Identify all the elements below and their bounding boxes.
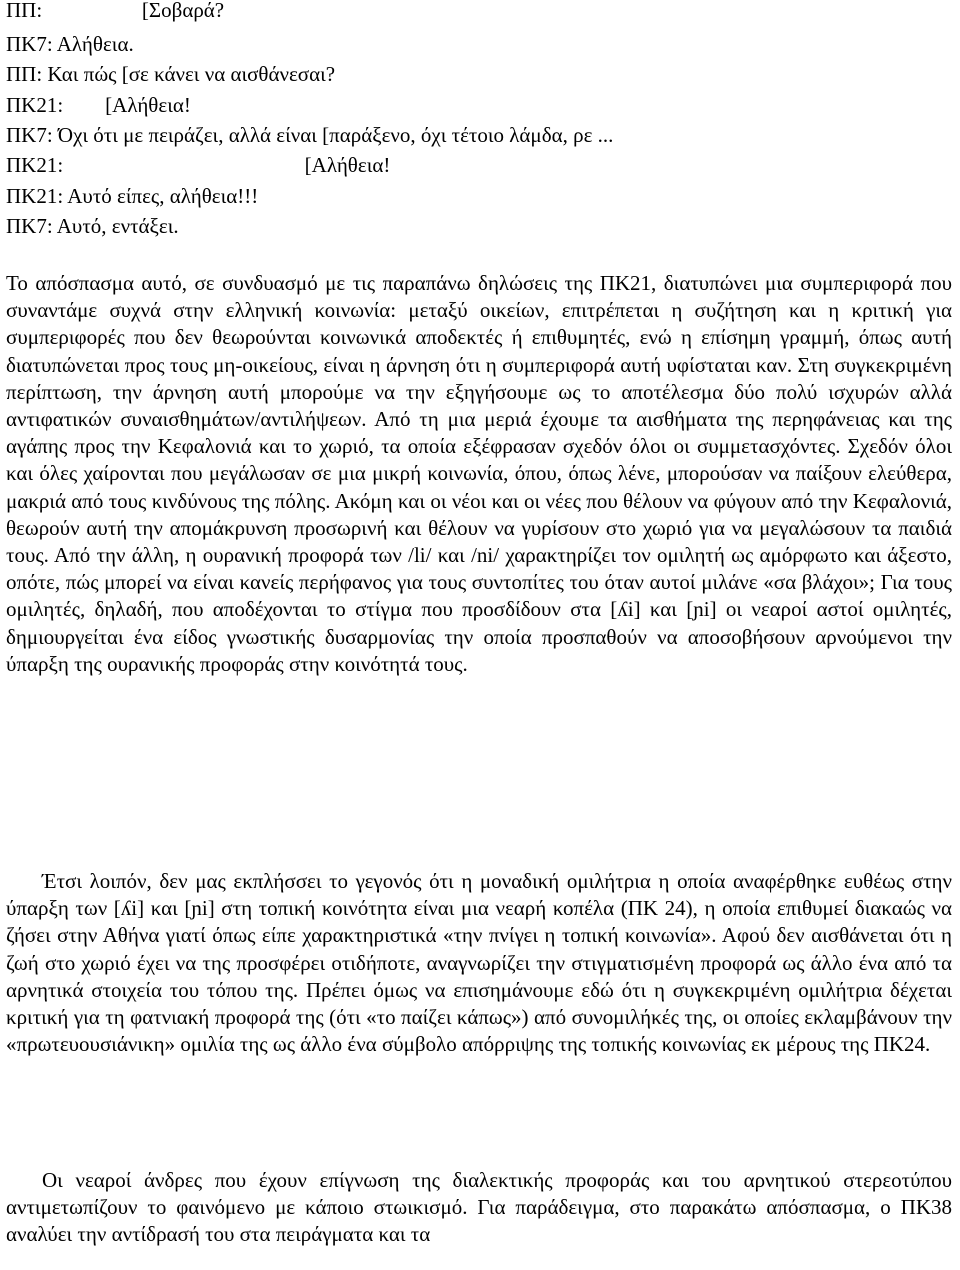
utterance-text: Αυτό, εντάξει. (56, 214, 179, 238)
utterance-text: Και πώς [σε κάνει να αισθάνεσαι? (47, 62, 336, 86)
body-paragraph: Έτσι λοιπόν, δεν μας εκπλήσσει το γεγονός ότι η μοναδική ομιλήτρια η οποία αναφέρθηκε ευθέως στην ύπαρξη των [ʎi] και [ɲi] στη τοπική κοινότητα είναι μια νεαρή κοπέλα (ΠΚ 24), η οποία επιθυμεί διακαώς να ζήσει στην Αθήνα γιατί όπως είπε χαρακτηριστικά «την πνίγει η τοπική κοινωνία». Αφού δεν αισθάνεται ότι η ζωή στο χωριό έχει να της προσφέρει οτιδήποτε, αναγνωρίζει την στιγματισμένη προφορά ως άλλο ένα από τα αρνητικά στοιχεία του τόπου της. Πρέπει όμως να επισημάνουμε εδώ ότι η συγκεκριμένη ομιλήτρια δέχεται κριτική για τη φατνιακή προφορά της (ότι «το παίζει κάπως») από συνομιλήκές της, οι οποίες εκλαμβάνουν την «πρωτευουσιάνικη» ομιλία της ως άλλο ένα σύμβολο απόρριψης της τοπικής κοινωνίας εκ μέρους της ΠΚ24. (6, 869, 952, 1057)
dialogue-line (6, 0, 224, 24)
speaker-label: ΠΠ: (6, 0, 43, 22)
speaker-label: ΠΚ7: (6, 123, 53, 147)
utterance-text: [Αλήθεια! (304, 153, 391, 177)
speaker-label: ΠΚ7: (6, 32, 53, 56)
body-paragraph: Το απόσπασμα αυτό, σε συνδυασμό με τις παραπάνω δηλώσεις της ΠΚ21, διατυπώνει μια συμπεριφορά που συναντάμε συχνά στην ελληνική κοινωνία: μεταξύ οικείων, επιτρέπεται η συζήτηση και η κριτική για συμπεριφορές που δεν θεωρούνται κοινωνικά αποδεκτές ή επιθυμητές, ενώ η επίσημη γραμμή, όπως αυτή διατυπώνεται προς τους μη-οικείους, είναι η άρνηση ότι η συμπεριφορά αυτή υφίσταται καν. Στη συγκεκριμένη περίπτωση, την άρνηση αυτή μπορούμε να την εξηγήσουμε ως το αποτέλεσμα δύο πολύ ισχυρών αλλά αντιφατικών συναισθημάτων/αντιλήψεων. Από τη μια μεριά έχουμε τα αισθήματα της περηφάνειας και της αγάπης προς την Κεφαλονιά και το χωριό, τα οποία εξέφρασαν σχεδόν όλοι οι συμμετασχόντες. Σχεδόν όλοι και όλες χαίρονται που μεγάλωσαν σε μια μικρή κοινωνία, όπου, όπως λένε, μπορούσαν να παίξουν ελεύθερα, μακριά από τους κινδύνους της πόλης. Ακόμη και οι νέοι και οι νέες που θέλουν να φύγουν από την Κεφαλονιά, θεωρούν αυτή την απομάκρυνση προσωρινή και θέλουν να γυρίσουν στο χωριό για να μεγαλώσουν τα παιδιά τους. Από την άλλη, η ουρανική προφορά των /li/ και /ni/ χαρακτηρίζει τον ομιλητή ως αμόρφωτο και άξεστο, οπότε, πώς μπορεί να είναι κανείς περήφανος για τους συντοπίτες του όταν αυτοί μιλάνε «σα βλάχοι»; Για τους ομιλητές, δηλαδή, που αποδέχονται το στίγμα που προσδίδουν στα [ʎi] και [ɲi] οι νεαροί αστοί ομιλητές, δημιουργείται ένα είδος γνωστικής δυσαρμονίας την οποία προσπαθούν να αποσοβήσουν αρνούμενοι την ύπαρξη της ουρανικής προφοράς στην κοινότητά τους. (6, 271, 952, 676)
body-paragraph: Οι νεαροί άνδρες που έχουν επίγνωση της διαλεκτικής προφοράς και του αρνητικού στερεοτύπου αντιμετωπίζουν το φαινόμενο με κάποιο στωικισμό. Για παράδειγμα, στο παρακάτω απόσπασμα, ο ΠΚ38 αναλύει την αντίδρασή του στα πειράγματα και τα (6, 1168, 952, 1247)
dialogue-line (6, 61, 335, 88)
utterance-text: Όχι ότι με πειράζει, αλλά είναι [παράξενο, όχι τέτοιο λάμδα, ρε ... (57, 123, 614, 147)
dialogue-line (6, 122, 613, 149)
speaker-label: ΠΚ21: (6, 153, 64, 177)
dialogue-line (6, 31, 134, 58)
dialogue-line (6, 183, 258, 210)
speaker-label: ΠΚ7: (6, 214, 53, 238)
speaker-label: ΠΠ: (6, 62, 43, 86)
dialogue-line (6, 92, 191, 119)
speaker-label: ΠΚ21: (6, 93, 64, 117)
utterance-text: [Αλήθεια! (105, 93, 191, 117)
utterance-text: [Σοβαρά? (141, 0, 225, 22)
utterance-text: Αλήθεια. (56, 32, 134, 56)
dialogue-line (6, 152, 390, 179)
utterance-text: Αυτό είπες, αλήθεια!!! (67, 184, 259, 208)
dialogue-line (6, 213, 179, 240)
speaker-label: ΠΚ21: (6, 184, 64, 208)
